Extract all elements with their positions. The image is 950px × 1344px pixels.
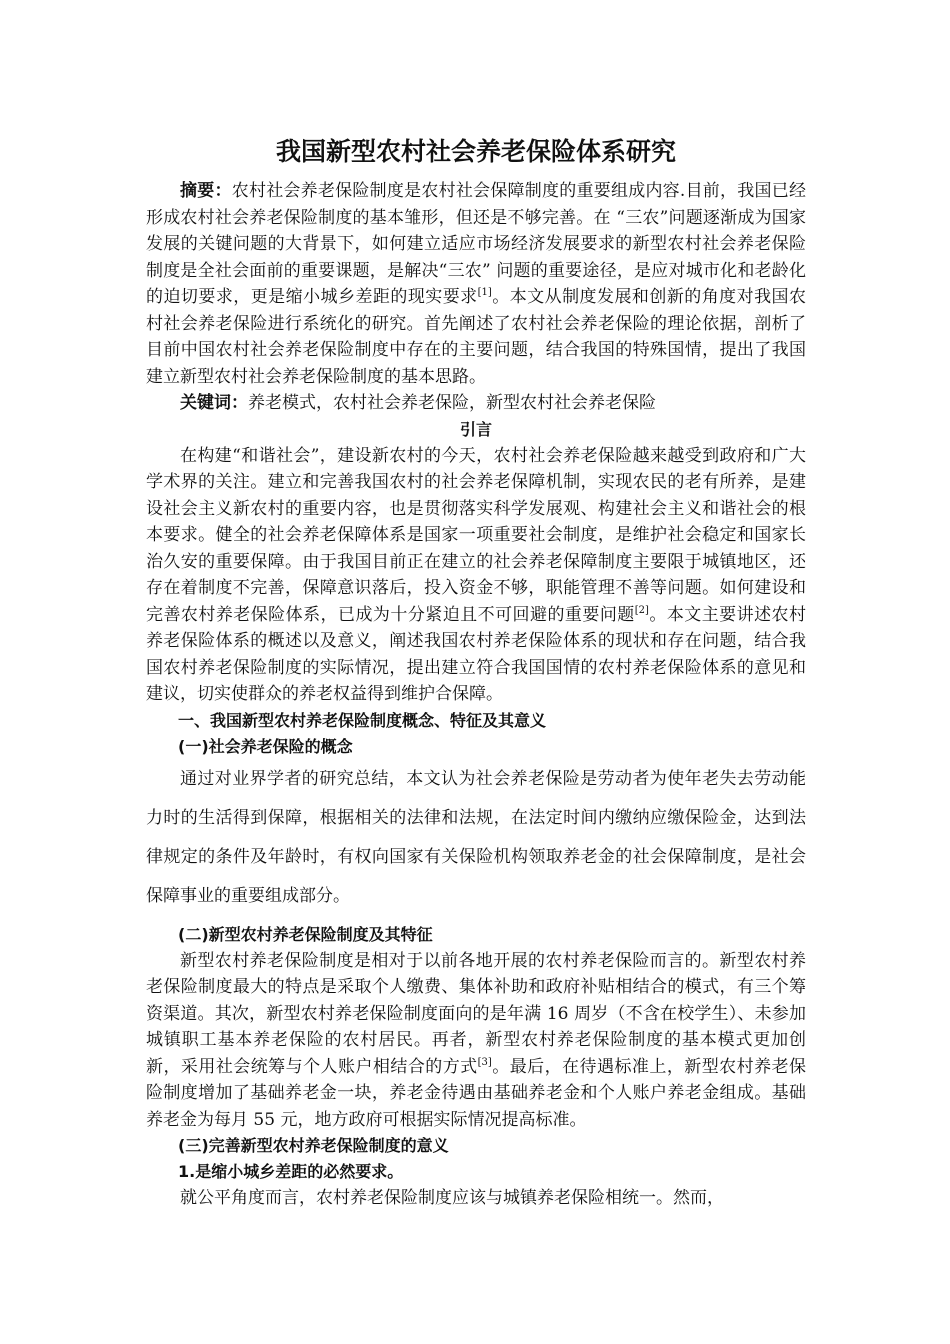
document-title: 我国新型农村社会养老保险体系研究: [275, 137, 676, 166]
abstract-label: 摘要：: [180, 181, 232, 201]
section-1-1-heading: (一)社会养老保险的概念: [178, 736, 353, 756]
intro-text-2: 。本文主要讲述农村养老保险体系的概述以及意义，阐述我国农村养老保险体系的现状和存在问题，结合我国农村养老保险制度的实际情况，提出建立符合我国国情的农村养老保险体系的意见和建议，切实使群众的养老权益得到维护合保障。: [146, 604, 806, 704]
point-1-paragraph: 就公平角度而言，农村养老保险制度应该与城镇养老保险相统一。然而，: [180, 1188, 724, 1208]
intro-text-1: 在构建“和谐社会”，建设新农村的今天，农村社会养老保险越来越受到政府和广大学术界的关注。建立和完善我国农村的社会养老保障机制，实现农民的老有所养，是建设社会主义新农村的重要内容，也是贯彻落实科学发展观、构建社会主义和谐社会的根本要求。健全的社会养老保障体系是国家一项重要社会制度，是维护社会稳定和国家长治久安的重要保障。由于我国目前正在建立的社会养老保障制度主要限于城镇地区，还存在着制度不完善，保障意识落后，投入资金不够，职能管理不善等问题。如何建设和完善农村养老保险体系，已成为十分紧迫且不可回避的重要问题: [146, 445, 806, 625]
section-1-1-paragraph: 通过对业界学者的研究总结，本文认为社会养老保险是劳动者为使年老失去劳动能力时的生活得到保障，根据相关的法律和法规，在法定时间内缴纳应缴保险金，达到法律规定的条件及年龄时，有权向国家有关保险机构领取养老金的社会保障制度，是社会保障事业的重要组成部分。: [146, 768, 806, 906]
citation-ref-1[interactable]: [1]: [477, 287, 492, 298]
citation-ref-3[interactable]: [3]: [477, 1056, 492, 1068]
section-1-2-text-2: 。最后，在待遇标准上，新型农村养老保险制度增加了基础养老金一块，养老金待遇由基础养老金和个人账户养老金组成。基础养老金为每月 55 元，地方政府可根据实际情况提高标准。: [146, 1056, 806, 1130]
abstract-text-1: 农村社会养老保险制度是农村社会保障制度的重要组成内容.目前，我国已经形成农村社会养老保险制度的基本雏形，但还是不够完善。在 “三农”问题逐渐成为国家发展的关键问题的大背景下，如何建立适应市场经济发展要求的新型农村社会养老保险制度是全社会面前的重要课题，是解决“三农” 问题的重要途径，是应对城市化和老龄化的迫切要求，更是缩小城乡差距的现实要求: [146, 181, 806, 307]
abstract-paragraph: [146, 178, 806, 390]
point-1-heading: 1.是缩小城乡差距的必然要求。: [178, 1162, 404, 1181]
keywords-paragraph: [146, 390, 806, 417]
section-1-2-text-1: 新型农村养老保险制度是相对于以前各地开展的农村养老保险而言的。新型农村养老保险制度最大的特点是采取个人缴费、集体补助和政府补贴相结合的模式，有三个筹资渠道。其次，新型农村养老保险制度面向的是年满 16 周岁（不含在校学生）、未参加城镇职工基本养老保险的农村居民。再者，新型农村养老保险制度的基本模式更加创新，采用社会统筹与个人账户相结合的方式: [146, 950, 806, 1077]
intro-heading: 引言: [459, 419, 492, 439]
document-body: [146, 136, 806, 1212]
keywords-text: 养老模式，农村社会养老保险，新型农村社会养老保险: [248, 393, 656, 413]
citation-ref-2[interactable]: [2]: [634, 604, 649, 616]
section-1-3-heading: (三)完善新型农村养老保险制度的意义: [178, 1136, 449, 1155]
section-1-2-heading: (二)新型农村养老保险制度及其特征: [178, 924, 433, 944]
abstract-text-2: 。本文从制度发展和创新的角度对我国农村社会养老保险进行系统化的研究。首先阐述了农村社会养老保险的理论依据，剖析了目前中国农村社会养老保险制度中存在的主要问题，结合我国的特殊国情，提出了我国建立新型农村社会养老保险制度的基本思路。: [146, 287, 806, 387]
keywords-label: 关键词：: [180, 393, 248, 413]
section-1-2-paragraph: [146, 948, 806, 1134]
section-1-heading: 一、我国新型农村养老保险制度概念、特征及其意义: [178, 710, 547, 730]
intro-paragraph: [146, 443, 806, 708]
